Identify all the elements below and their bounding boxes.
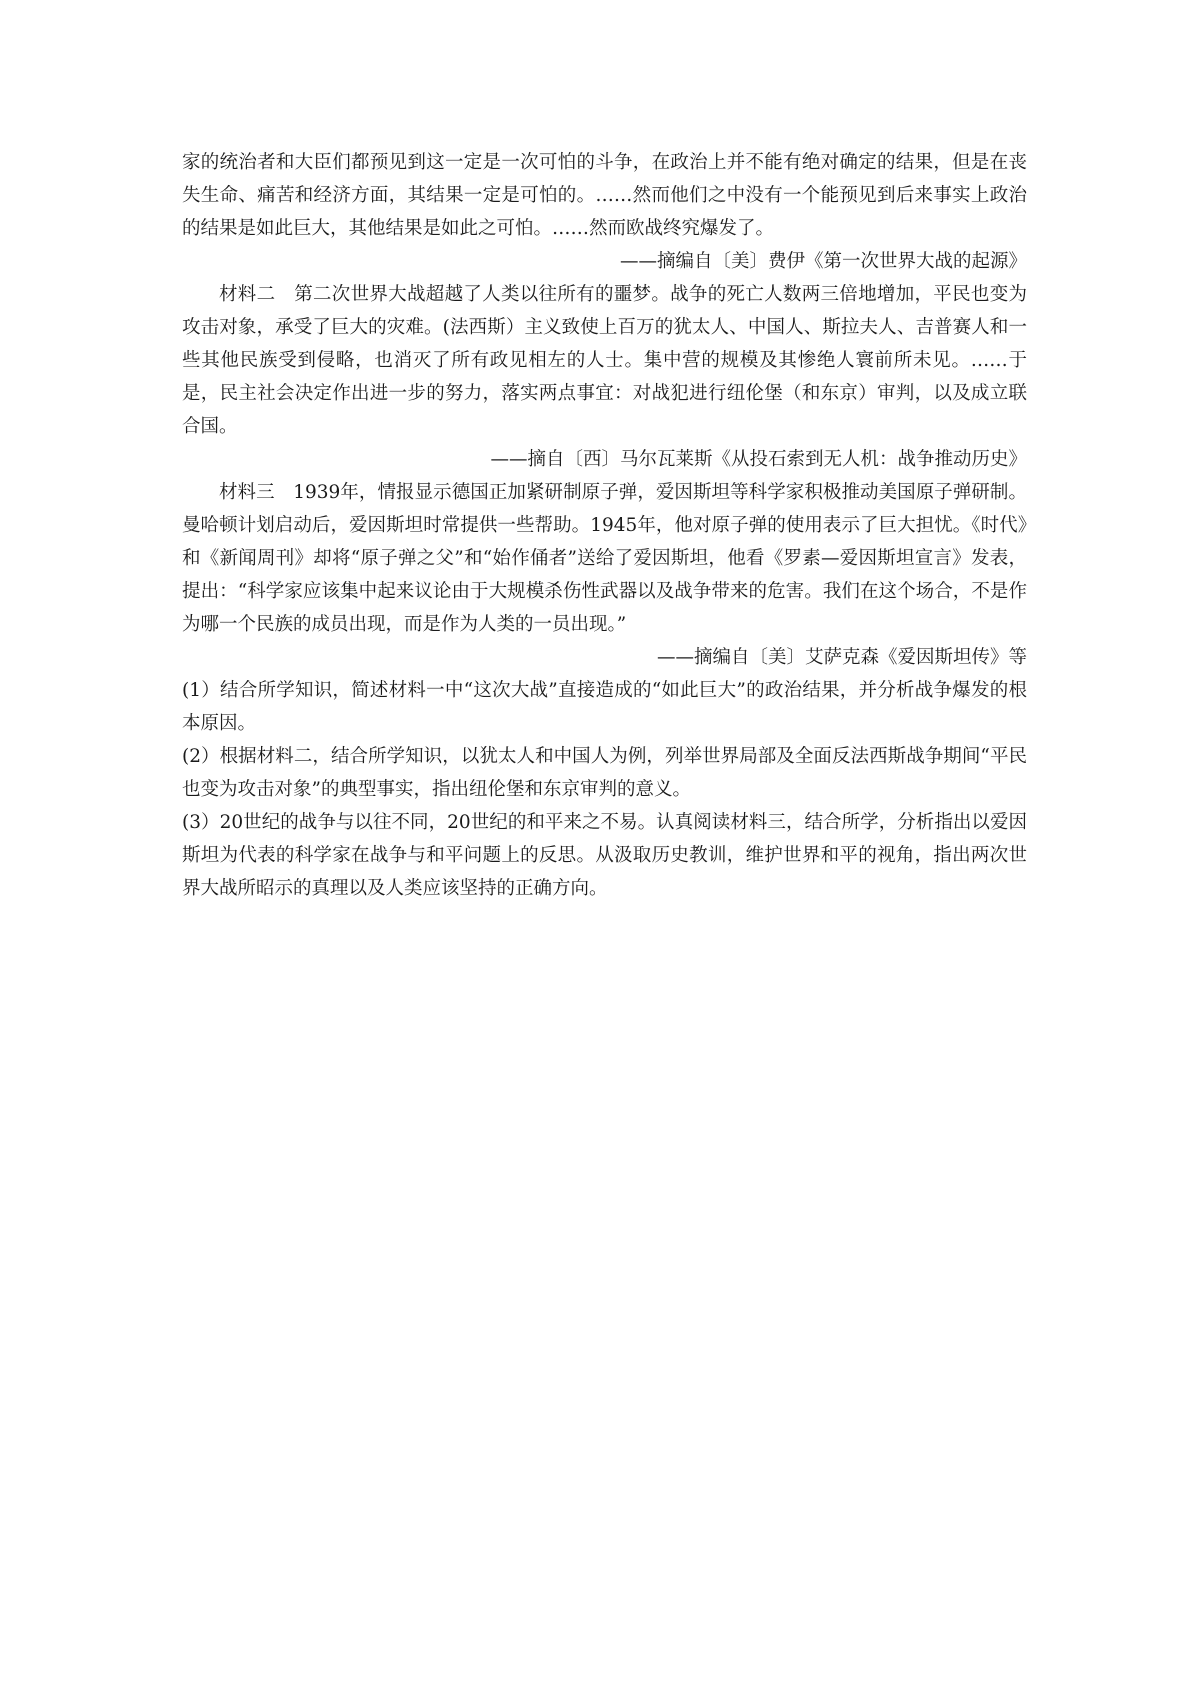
question-2: (2）根据材料二，结合所学知识，以犹太人和中国人为例，列举世界局部及全面反法西斯战争期间“平民也变为攻击对象”的典型事实，指出纽伦堡和东京审判的意义。 xyxy=(182,746,1027,800)
document-page xyxy=(182,146,1027,905)
material-2-source: ——摘自〔西〕马尔瓦莱斯《从投石索到无人机：战争推动历史》 xyxy=(490,449,1027,470)
material-2-text: 材料二 第二次世界大战超越了人类以往所有的噩梦。战争的死亡人数两三倍地增加，平民也变为攻击对象，承受了巨大的灾难。(法西斯）主义致使上百万的犹太人、中国人、斯拉夫人、吉普赛人和一些其他民族受到侵略，也消灭了所有政见相左的人士。集中营的规模及其惨绝人寰前所未见。……于是，民主社会决定作出进一步的努力，落实两点事宜：对战犯进行纽伦堡（和东京）审判，以及成立联合国。 xyxy=(182,284,1027,437)
material-3-source: ——摘编自〔美〕艾萨克森《爱因斯坦传》等 xyxy=(656,647,1027,668)
material-3-text: 材料三 1939年，情报显示德国正加紧研制原子弹，爱因斯坦等科学家积极推动美国原子弹研制。曼哈顿计划启动后，爱因斯坦时常提供一些帮助。1945年，他对原子弹的使用表示了巨大担忧。《时代》和《新闻周刊》却将“原子弹之父”和“始作俑者”送给了爱因斯坦，他看《罗素—爱因斯坦宣言》发表，提出：“科学家应该集中起来议论由于大规模杀伤性武器以及战争带来的危害。我们在这个场合，不是作为哪一个民族的成员出现，而是作为人类的一员出现。” xyxy=(182,482,1027,635)
material-1-text: 家的统治者和大臣们都预见到这一定是一次可怕的斗争，在政治上并不能有绝对确定的结果，但是在丧失生命、痛苦和经济方面，其结果一定是可怕的。……然而他们之中没有一个能预见到后来事实上政治的结果是如此巨大，其他结果是如此之可怕。……然而欧战终究爆发了。 xyxy=(182,152,1027,239)
question-1: (1）结合所学知识，简述材料一中“这次大战”直接造成的“如此巨大”的政治结果，并分析战争爆发的根本原因。 xyxy=(182,680,1027,734)
question-3: (3）20世纪的战争与以往不同，20世纪的和平来之不易。认真阅读材料三，结合所学，分析指出以爱因斯坦为代表的科学家在战争与和平问题上的反思。从汲取历史教训，维护世界和平的视角，指出两次世界大战所昭示的真理以及人类应该坚持的正确方向。 xyxy=(182,812,1027,899)
material-1-source: ——摘编自〔美〕费伊《第一次世界大战的起源》 xyxy=(619,251,1027,272)
